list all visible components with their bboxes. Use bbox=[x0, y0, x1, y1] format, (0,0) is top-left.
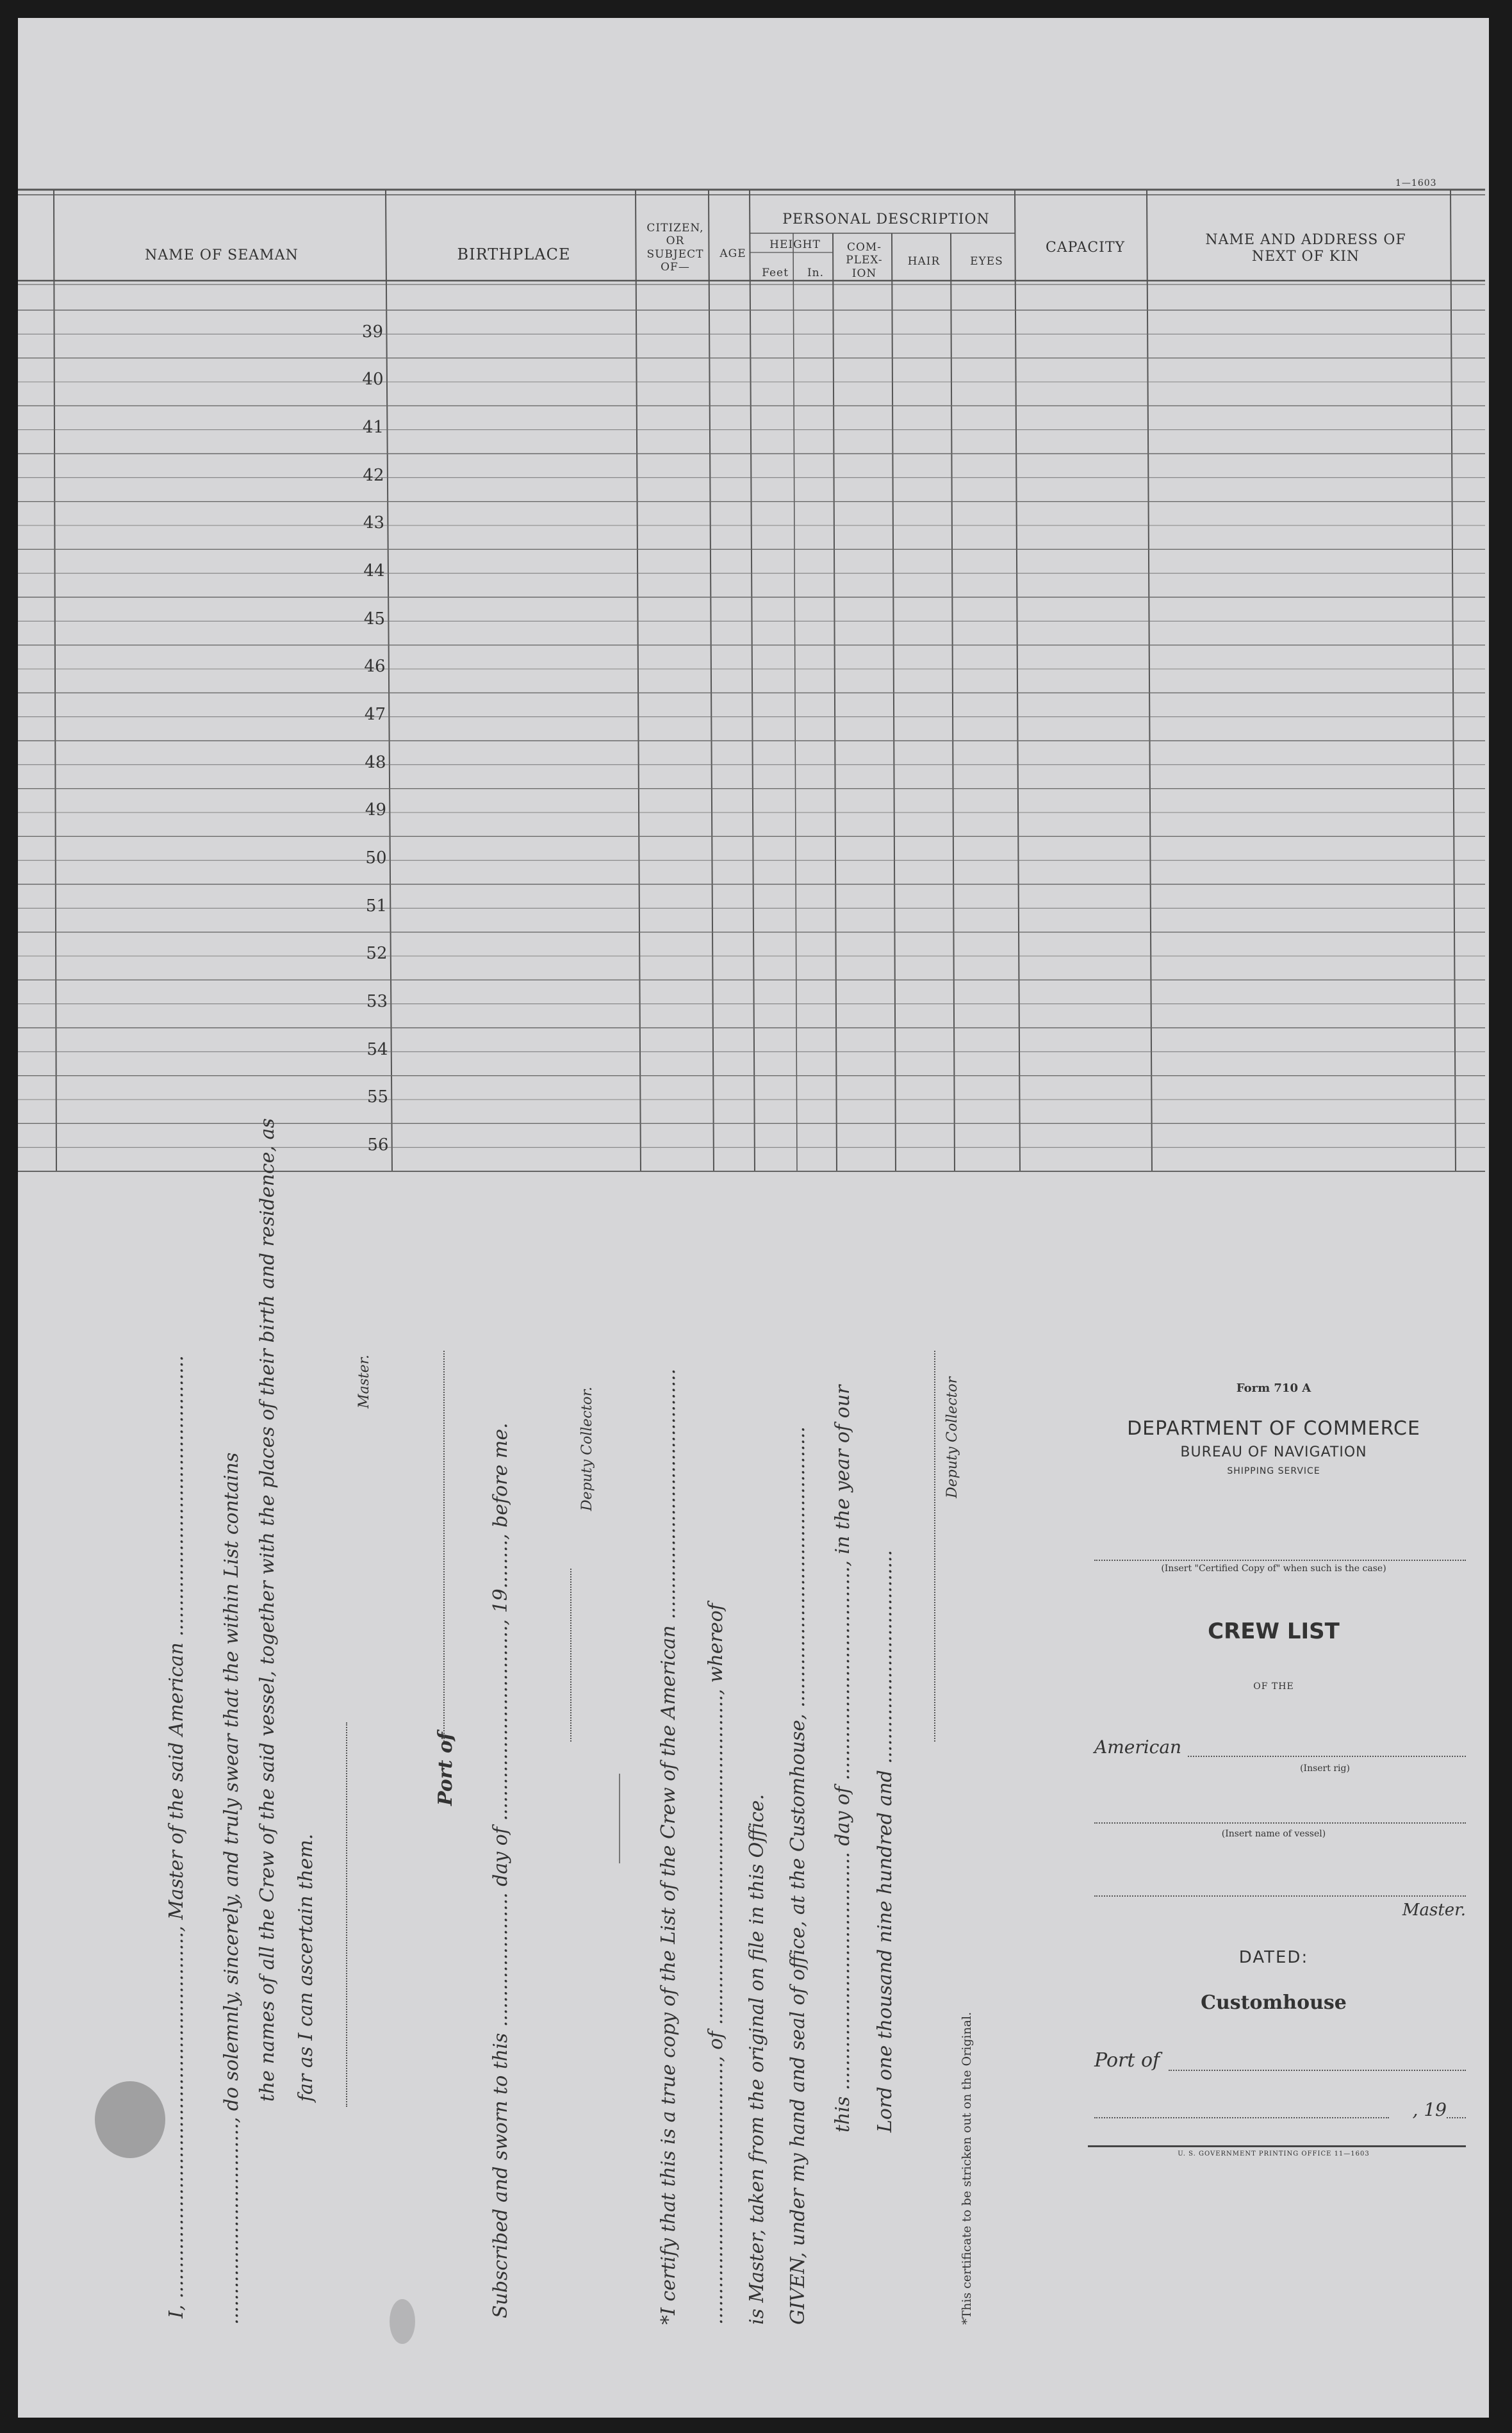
row-number: 56 bbox=[367, 1135, 389, 1155]
certificate-line-1: *I certify that this is a true copy of the List of the Crew of the American ......................................... bbox=[657, 1369, 680, 2325]
row-number: 45 bbox=[363, 609, 385, 629]
table-grid bbox=[18, 18, 1489, 1179]
ink-stain bbox=[390, 2299, 415, 2344]
oath-master-label: Master. bbox=[356, 1355, 372, 1408]
row-number: 54 bbox=[366, 1039, 388, 1059]
header-feet: Feet bbox=[762, 267, 789, 279]
oath-line-4: far as I can ascertain them. bbox=[295, 1833, 317, 2102]
divider bbox=[619, 1774, 620, 1863]
header-eyes: EYES bbox=[970, 255, 1003, 268]
header-birthplace: BIRTHPLACE bbox=[457, 245, 571, 263]
cover-port-line bbox=[1169, 2070, 1466, 2071]
deputy-line-1 bbox=[570, 1569, 571, 1742]
row-number: 47 bbox=[364, 705, 386, 724]
cover-american: American bbox=[1094, 1736, 1182, 1758]
header-age: AGE bbox=[719, 247, 746, 260]
cover-customhouse: Customhouse bbox=[1201, 1992, 1347, 2014]
cover-form-number: Form 710 A bbox=[1236, 1381, 1311, 1395]
row-number: 44 bbox=[363, 561, 385, 581]
row-number: 48 bbox=[365, 752, 386, 772]
certificate-line-3: is Master, taken from the original on file in this Office. bbox=[746, 1794, 768, 2325]
cover-vessel-line bbox=[1094, 1822, 1466, 1824]
oath-line-1: I, ............................................................, Master of the said American .............................................. bbox=[165, 1355, 188, 2318]
cover-rule bbox=[1088, 2145, 1466, 2147]
cover-of-the: OF THE bbox=[1253, 1681, 1294, 1692]
oath-subscribed: Subscribed and sworn to this ...................... day of ................................, 19........, before me. bbox=[489, 1423, 512, 2318]
oath-deputy-collector: Deputy Collector. bbox=[579, 1387, 595, 1511]
oath-line-3: the names of all the Crew of the said vessel, together with the places of their birth and residence, as bbox=[256, 1118, 279, 2102]
certificate-line-6: Lord one thousand nine hundred and ................................... bbox=[874, 1549, 896, 2132]
cover-insert-certified: (Insert "Certified Copy of" when such is the case) bbox=[1161, 1563, 1386, 1574]
header-height: HEIGHT bbox=[769, 238, 821, 251]
header-personal-description: PERSONAL DESCRIPTION bbox=[782, 211, 990, 227]
certificate-line-5: this ....................................... day of ..................................., in the year of our bbox=[832, 1385, 854, 2132]
certificate-footnote: *This certificate to be stricken out on the Original. bbox=[960, 2011, 974, 2325]
oath-line-2: ................................., do solemnly, sincerely, and truly swear that the within List contains bbox=[220, 1452, 243, 2325]
cover-panel bbox=[1075, 1351, 1472, 2158]
row-number: 50 bbox=[365, 848, 387, 868]
cover-date-year-line bbox=[1447, 2117, 1466, 2118]
header-next-of-kin: NAME AND ADDRESS OF NEXT OF KIN bbox=[1205, 232, 1406, 265]
header-hair: HAIR bbox=[907, 255, 941, 268]
row-number: 53 bbox=[366, 992, 388, 1011]
cover-service: SHIPPING SERVICE bbox=[1227, 1466, 1320, 1476]
row-number: 46 bbox=[364, 657, 386, 677]
cover-insert-vessel: (Insert name of vessel) bbox=[1221, 1829, 1326, 1839]
header-inches: In. bbox=[807, 267, 825, 279]
header-complexion: COM- PLEX- ION bbox=[846, 241, 883, 280]
cover-bureau: BUREAU OF NAVIGATION bbox=[1180, 1444, 1367, 1460]
cover-date-line bbox=[1094, 2117, 1389, 2118]
cover-dated: DATED: bbox=[1238, 1948, 1309, 1967]
cover-port-of: Port of bbox=[1094, 2049, 1160, 2072]
port-line bbox=[443, 1351, 445, 1742]
row-number: 43 bbox=[363, 513, 384, 533]
cover-printer: U. S. GOVERNMENT PRINTING OFFICE 11—1603 bbox=[1178, 2150, 1370, 2157]
header-name-of-seaman: NAME OF SEAMAN bbox=[145, 247, 299, 263]
deputy-line-2 bbox=[934, 1351, 935, 1742]
crew-list-page bbox=[18, 18, 1489, 2418]
cover-master-line bbox=[1094, 1895, 1466, 1897]
cover-insert-line bbox=[1094, 1560, 1466, 1561]
certificate-line-2: ..........................................., of ......................................................, whereof bbox=[705, 1603, 727, 2325]
row-number: 41 bbox=[362, 418, 384, 437]
row-number: 49 bbox=[365, 800, 386, 820]
header-capacity: CAPACITY bbox=[1045, 240, 1126, 256]
row-number: 55 bbox=[366, 1087, 388, 1107]
row-number: 52 bbox=[366, 944, 388, 964]
certificate-deputy-collector: Deputy Collector bbox=[944, 1376, 960, 1498]
cover-year: , 19 bbox=[1412, 2099, 1447, 2120]
oath-port-of: Port of bbox=[434, 1732, 457, 1806]
master-signature-line bbox=[346, 1722, 347, 2107]
cover-insert-rig: (Insert rig) bbox=[1300, 1763, 1350, 1774]
row-number: 40 bbox=[362, 370, 384, 390]
row-number: 39 bbox=[361, 322, 383, 342]
crew-table bbox=[18, 18, 1489, 1179]
cover-rig-line bbox=[1188, 1756, 1466, 1757]
ink-stain bbox=[95, 2081, 165, 2158]
row-number: 51 bbox=[365, 896, 387, 916]
certificate-line-4: GIVEN, under my hand and seal of office, at the Customhouse, .............................................. bbox=[787, 1426, 809, 2325]
cover-title: CREW LIST bbox=[1208, 1619, 1340, 1644]
row-number: 42 bbox=[363, 465, 384, 485]
header-citizen: CITIZEN, OR SUBJECT OF— bbox=[646, 222, 704, 274]
cover-department: DEPARTMENT OF COMMERCE bbox=[1127, 1417, 1420, 1440]
cover-master: Master. bbox=[1402, 1901, 1466, 1920]
form-number-top: 1—1603 bbox=[1395, 178, 1437, 188]
